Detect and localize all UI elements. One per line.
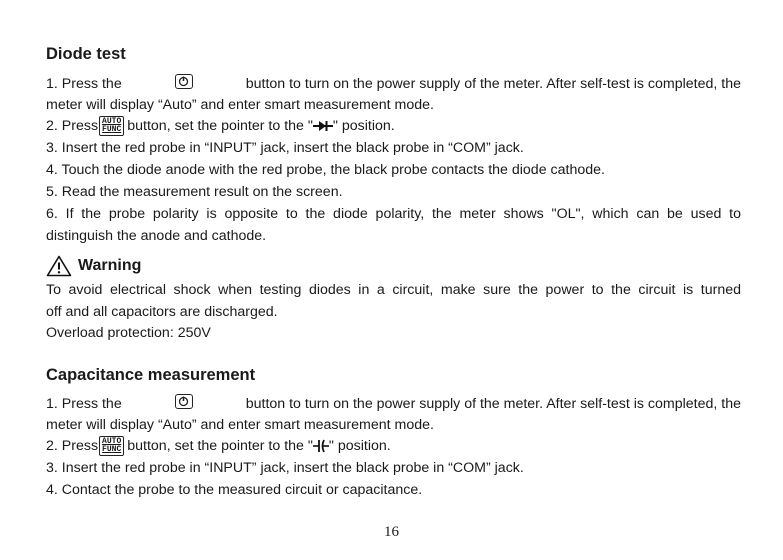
diode-step-1-cont: meter will display “Auto” and enter smart measurement mode.: [46, 97, 434, 113]
diode-symbol-icon: [313, 119, 333, 133]
diode-test-heading: Diode test: [46, 45, 126, 63]
cap-step-2: 2. Press AUTO FUNC button, set the pointer to the " " position.: [46, 437, 391, 455]
power-button-icon: [175, 394, 193, 409]
auto-func-button-icon: AUTO FUNC: [99, 436, 124, 456]
cap-step-1-cont: meter will display “Auto” and enter smart measurement mode.: [46, 417, 434, 433]
diode-step-6: 6. If the probe polarity is opposite to the diode polarity, the meter shows "OL", which can be used to: [46, 206, 741, 222]
power-button-icon: [175, 74, 193, 89]
diode-step-1: 1. Press the button to turn on the power supply of the meter. After self-test is completed, the: [46, 76, 741, 92]
cap-step-3: 3. Insert the red probe in “INPUT” jack, insert the black probe in “COM” jack.: [46, 460, 524, 476]
warning-line-2: off and all capacitors are discharged.: [46, 304, 278, 320]
diode-step-2: 2. Press AUTO FUNC button, set the pointer to the " " position.: [46, 117, 395, 135]
warning-line-1: To avoid electrical shock when testing diodes in a circuit, make sure the power to the circuit is turned: [46, 282, 741, 298]
capacitance-heading: Capacitance measurement: [46, 366, 256, 384]
diode-step-4: 4. Touch the diode anode with the red probe, the black probe contacts the diode cathode.: [46, 162, 605, 178]
page-number: 16: [384, 524, 399, 540]
warning-triangle-icon: [46, 255, 72, 277]
auto-func-button-icon: AUTO FUNC: [99, 116, 124, 136]
capacitor-symbol-icon: [313, 438, 329, 454]
diode-step-3: 3. Insert the red probe in “INPUT” jack, insert the black probe in “COM” jack.: [46, 140, 524, 156]
cap-step-1: 1. Press the button to turn on the power supply of the meter. After self-test is completed, the: [46, 396, 741, 412]
warning-heading: Warning: [46, 255, 141, 277]
cap-step-4: 4. Contact the probe to the measured circuit or capacitance.: [46, 482, 423, 498]
diode-step-5: 5. Read the measurement result on the screen.: [46, 184, 343, 200]
diode-step-6-cont: distinguish the anode and cathode.: [46, 228, 267, 244]
overload-protection: Overload protection: 250V: [46, 325, 211, 341]
